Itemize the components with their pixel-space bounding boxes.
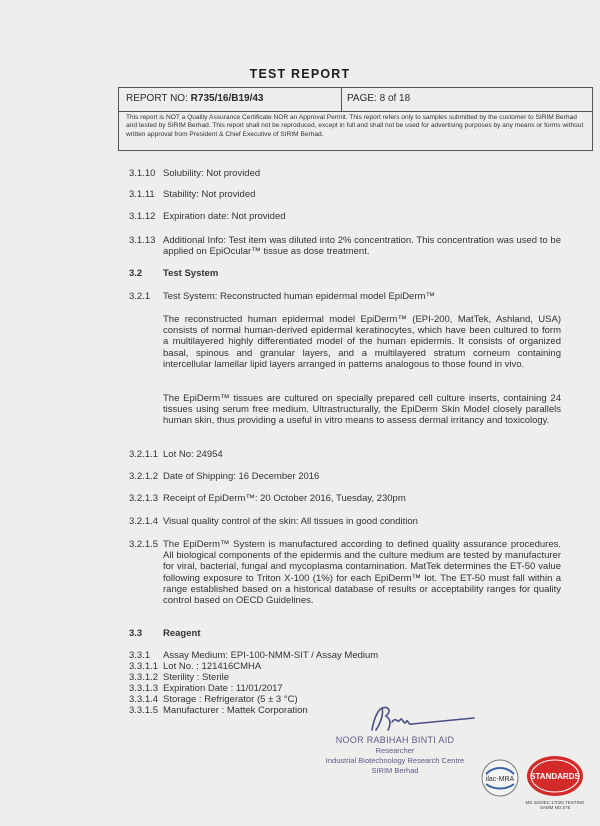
reagent-text: Manufacturer : Mattek Corporation bbox=[163, 705, 308, 716]
report-header-table bbox=[118, 87, 593, 151]
reagent-number: 3.3.1.2 bbox=[129, 672, 159, 683]
reagent-number: 3.3.1 bbox=[129, 650, 151, 661]
item-text: Expiration date: Not provided bbox=[163, 211, 286, 222]
item-text: Stability: Not provided bbox=[163, 189, 256, 200]
signatory-name: NOOR RABIHAH BINTI AID bbox=[335, 735, 455, 745]
item-text: Test System: Reconstructed human epidermal model EpiDerm™ bbox=[163, 291, 435, 302]
standards-caption: MS ISO/IEC 17025 TESTING SAMM NO.076 bbox=[525, 800, 585, 810]
standards-logo-text: STANDARDS bbox=[530, 772, 580, 781]
standards-logo bbox=[525, 754, 585, 798]
reagent-number: 3.3.1.1 bbox=[129, 661, 159, 672]
sub-item-number: 3.2.1.4 bbox=[129, 516, 159, 527]
sub-item-number: 3.2.1.3 bbox=[129, 493, 159, 504]
sub-item-text: Date of Shipping: 16 December 2016 bbox=[163, 471, 320, 482]
reagent-text: Storage : Refrigerator (5 ± 3 °C) bbox=[163, 694, 298, 705]
ilac-mra-logo bbox=[480, 758, 520, 798]
reagent-number: 3.3.1.3 bbox=[129, 683, 159, 694]
reagent-text: Lot No. : 121416CMHA bbox=[163, 661, 262, 672]
reagent-text: Expiration Date : 11/01/2017 bbox=[163, 683, 283, 694]
sub-item-text: Visual quality control of the skin: All tissues in good condition bbox=[163, 516, 418, 527]
sub-item-text: Lot No: 24954 bbox=[163, 449, 223, 460]
section-number: 3.3 bbox=[129, 628, 143, 639]
report-number bbox=[126, 93, 264, 104]
item-text: Additional Info: Test item was diluted into 2% concentration. This concentration was used to be applied on EpiOcular™ tissue as dose treatment. bbox=[163, 235, 561, 258]
signature-mark bbox=[362, 700, 482, 740]
page-number: PAGE: 8 of 18 bbox=[347, 93, 411, 104]
reagent-number: 3.3.1.5 bbox=[129, 705, 159, 716]
signatory-title: Researcher bbox=[375, 746, 415, 755]
reagent-number: 3.3.1.4 bbox=[129, 694, 159, 705]
report-number-label: REPORT NO: bbox=[126, 93, 188, 104]
item-number: 3.1.12 bbox=[129, 211, 156, 222]
item-number: 3.1.11 bbox=[129, 189, 155, 200]
sub-item-number: 3.2.1.5 bbox=[129, 539, 159, 550]
report-number-value: R735/16/B19/43 bbox=[190, 93, 264, 104]
section-heading: Test System bbox=[163, 268, 219, 279]
section-heading: Reagent bbox=[163, 628, 201, 639]
sub-item-text: Receipt of EpiDerm™: 20 October 2016, Tuesday, 230pm bbox=[163, 493, 406, 504]
item-text: Solubility: Not provided bbox=[163, 168, 261, 179]
ilac-logo-text: ilac-MRA bbox=[485, 776, 515, 783]
sub-item-number: 3.2.1.2 bbox=[129, 471, 159, 482]
report-title: TEST REPORT bbox=[249, 67, 351, 81]
paragraph: The reconstructed human epidermal model EpiDerm™ (EPI-200, MatTek, Ashland, USA) consists of normal human-derived epidermal keratinocytes, which have been cultured to form a multilayered highly differentiated model of the human epidermis. It consists of organized basal, spinous and granular layers, and a multilayered stratum corneum containing intercellular lamellar lipid layers arranged in patterns analogous to those found in vivo. bbox=[163, 314, 561, 370]
signatory-unit: Industrial Biotechnology Research Centre bbox=[325, 756, 465, 765]
signatory-org: SIRIM Berhad bbox=[371, 766, 419, 775]
reagent-text: Assay Medium: EPI-100-NMM-SIT / Assay Medium bbox=[163, 650, 379, 661]
disclaimer-text: This report is NOT a Quality Assurance Certificate NOR an Approval Permit. This report refers only to samples submitted by the customer to SIRIM Berhad and tested by SIRIM Berhad. This report shall not be reproduced, except in full and shall not be used for advertising purposes by any means or forms without written approval from President & Chief Executive of SIRIM Berhad. bbox=[126, 114, 584, 138]
section-number: 3.2 bbox=[129, 268, 143, 279]
item-number: 3.1.10 bbox=[129, 168, 156, 179]
paragraph: The EpiDerm™ tissues are cultured on specially prepared cell culture inserts, containing 24 tissues using serum free medium. Ultrastructurally, the EpiDerm Skin Model closely parallels human skin, thus providing a useful in vitro means to assess dermal irritancy and toxicology. bbox=[163, 393, 561, 427]
sub-item-number: 3.2.1.1 bbox=[129, 449, 159, 460]
header-divider bbox=[341, 88, 342, 111]
item-number: 3.2.1 bbox=[129, 291, 151, 302]
sub-item-text: The EpiDerm™ System is manufactured according to defined quality assurance procedures. All biological components of the epidermis and the culture medium are tested by manufacturer for viral, bacterial, fungal and mycoplasma contamination. MatTek determines the ET-50 value following exposure to Triton X-100 (1%) for each EpiDerm™ lot. The ET-50 must fall within a range established based on a historical database of results or acceptability ranges for quality control based on OECD Guidelines. bbox=[163, 539, 561, 607]
item-number: 3.1.13 bbox=[129, 235, 156, 246]
reagent-text: Sterility : Sterile bbox=[163, 672, 229, 683]
